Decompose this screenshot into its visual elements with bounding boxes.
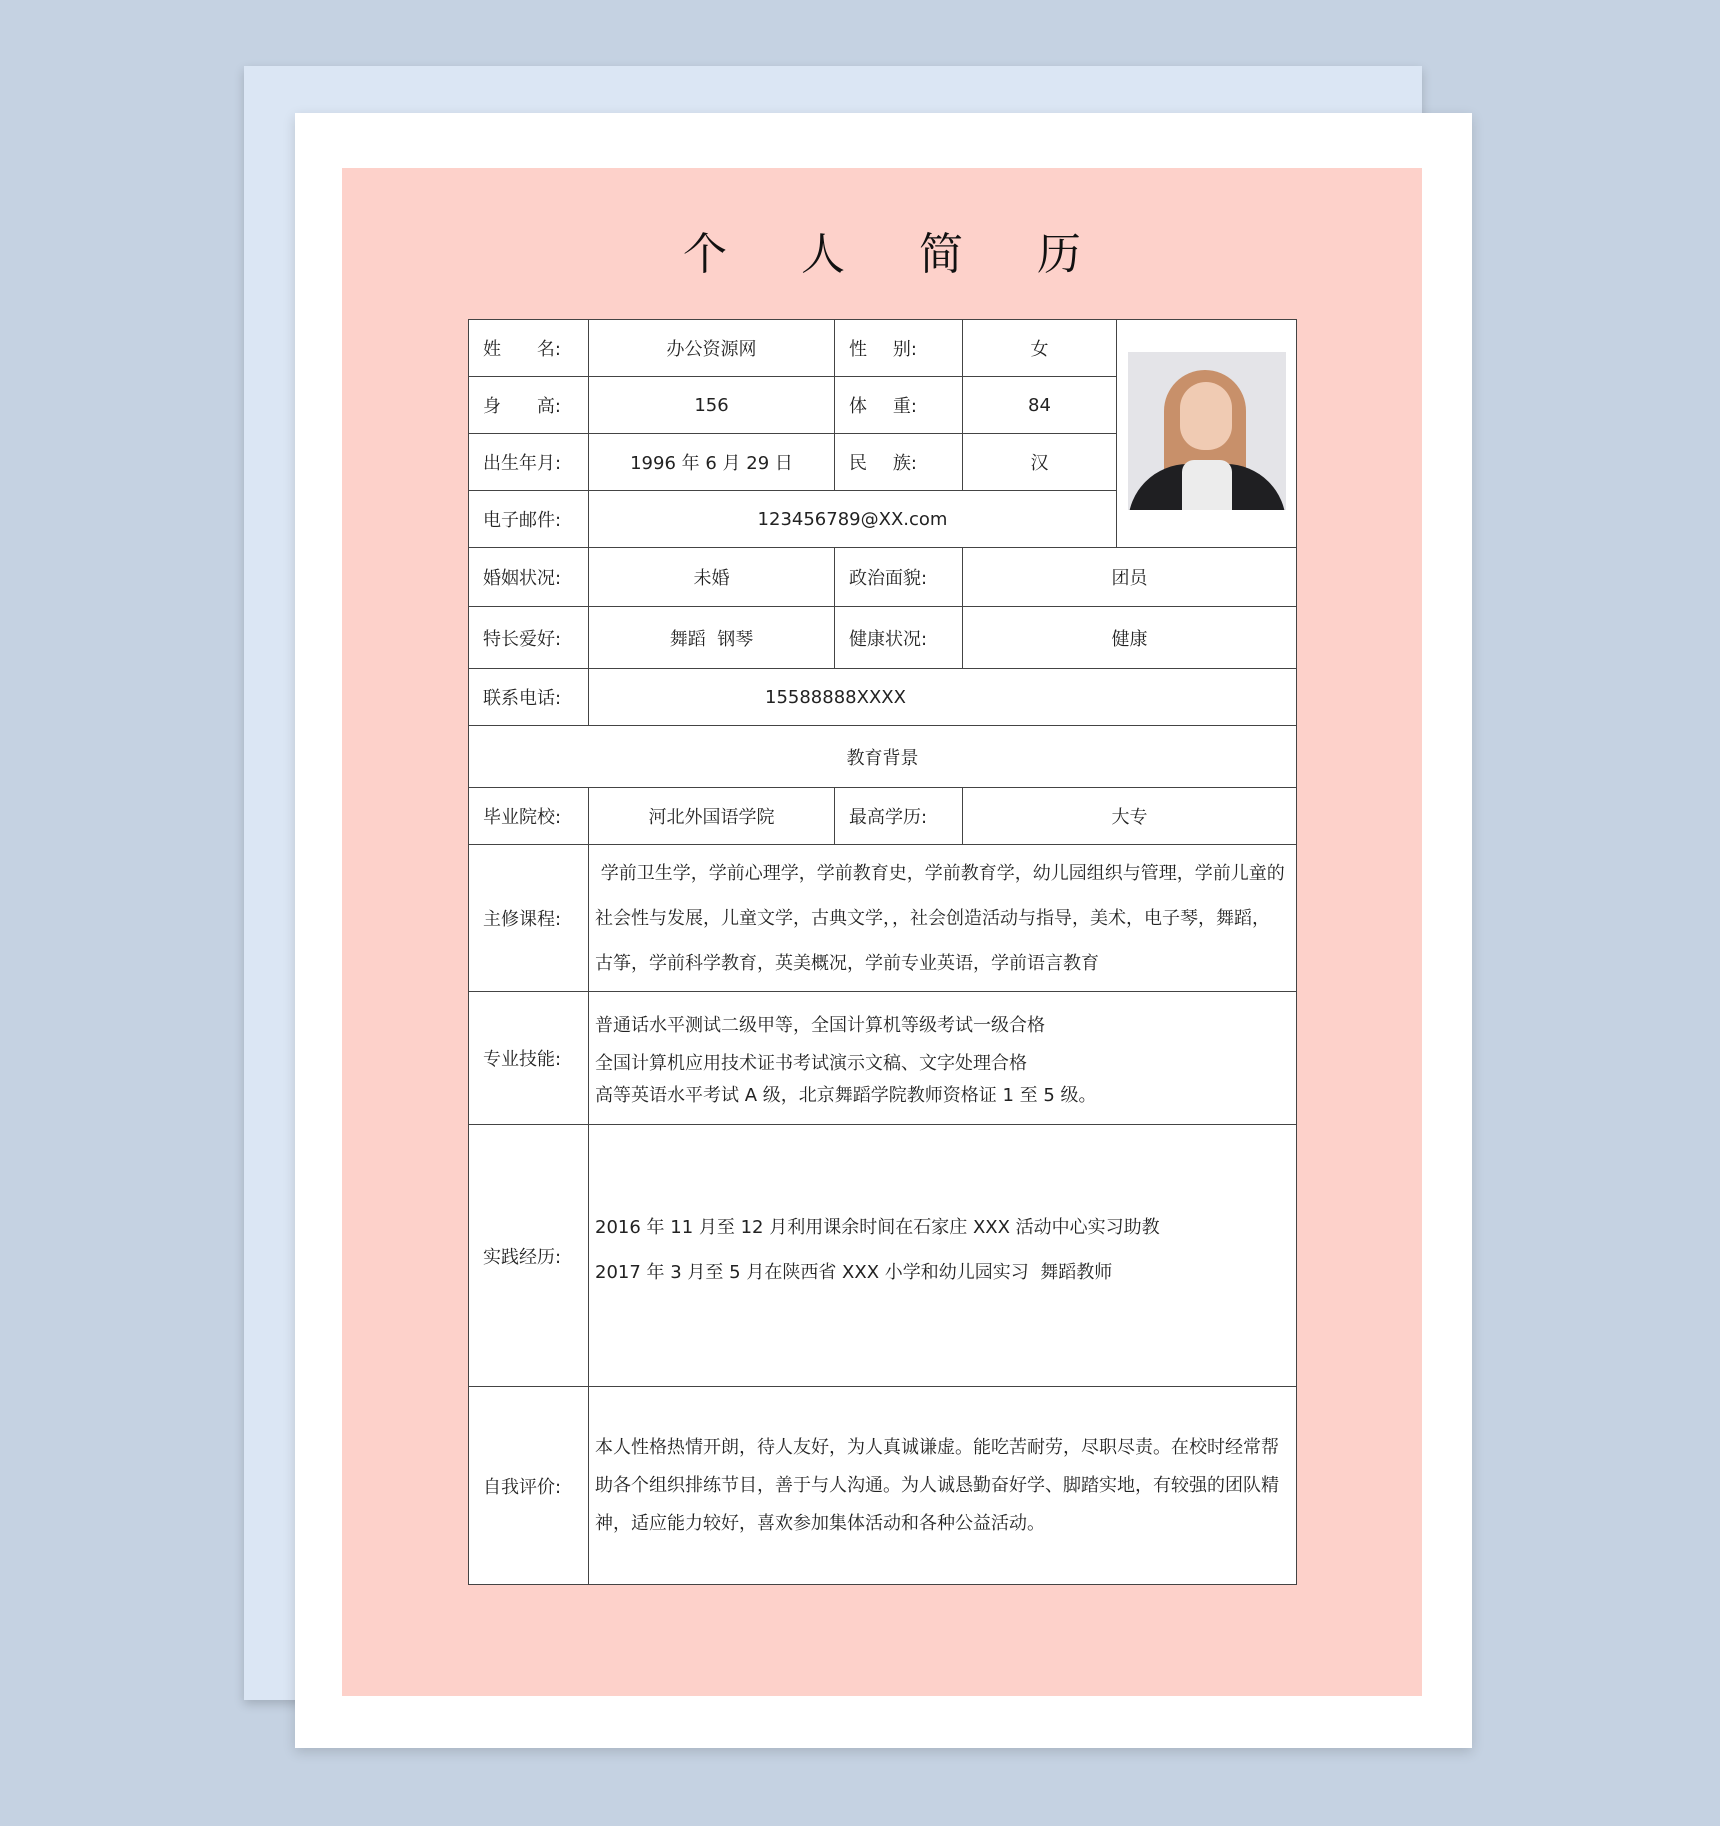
- page-title: 个 人 简 历: [683, 229, 1111, 280]
- resume-table: [468, 319, 1297, 1585]
- ethnicity-label: 民 族:: [835, 434, 963, 491]
- phone-value: 15588888XXXX: [589, 669, 1297, 726]
- health-value: 健康: [963, 607, 1297, 669]
- skills-line: 高等英语水平考试 A 级，北京舞蹈学院教师资格证 1 至 5 级。: [595, 1085, 1097, 1106]
- name-value: 办公资源网: [589, 320, 835, 377]
- degree-label: 最高学历:: [835, 788, 963, 845]
- email-value: 123456789@XX.com: [589, 491, 1117, 548]
- skills-text: [589, 992, 1297, 1125]
- profile-photo: [1128, 352, 1286, 510]
- marital-label: 婚姻状况:: [469, 548, 589, 607]
- school-label: 毕业院校:: [469, 788, 589, 845]
- row-education-heading: [469, 726, 1297, 788]
- height-value: 156: [589, 377, 835, 434]
- courses-line: 学前卫生学，学前心理学，学前教育史，学前教育学，幼儿园组织与管理，学前儿童的: [595, 862, 1285, 884]
- birth-value: 1996 年 6 月 29 日: [589, 434, 835, 491]
- skills-label: 专业技能:: [469, 992, 589, 1125]
- birth-label: 出生年月:: [469, 434, 589, 491]
- row-school-degree: [469, 788, 1297, 845]
- practice-label: 实践经历:: [469, 1125, 589, 1387]
- practice-line: 2016 年 11 月至 12 月利用课余时间在石家庄 XXX 活动中心实习助教: [595, 1217, 1160, 1238]
- education-heading: 教育背景: [469, 726, 1297, 788]
- political-value: 团员: [963, 548, 1297, 607]
- self-eval-line: 本人性格热情开朗，待人友好，为人真诚谦虚。能吃苦耐劳，尽职尽责。在校时经常帮: [595, 1436, 1279, 1458]
- skills-line: 普通话水平测试二级甲等，全国计算机等级考试一级合格: [595, 1015, 1045, 1036]
- email-label: 电子邮件:: [469, 491, 589, 548]
- hobbies-value: 舞蹈 钢琴: [589, 607, 835, 669]
- name-label: 姓 名:: [469, 320, 589, 377]
- self-eval-text: [589, 1387, 1297, 1585]
- row-practice: [469, 1125, 1297, 1387]
- photo-cell: [1117, 320, 1297, 548]
- degree-value: 大专: [963, 788, 1297, 845]
- courses-line: 社会性与发展，儿童文学，古典文学，，社会创造活动与指导，美术，电子琴，舞蹈，: [595, 907, 1270, 929]
- row-phone: [469, 669, 1297, 726]
- phone-label: 联系电话:: [469, 669, 589, 726]
- political-label: 政治面貌:: [835, 548, 963, 607]
- height-label: 身 高:: [469, 377, 589, 434]
- courses-line: 古筝，学前科学教育，英美概况，学前专业英语，学前语言教育: [595, 952, 1099, 974]
- practice-text: [589, 1125, 1297, 1387]
- weight-value: 84: [963, 377, 1117, 434]
- weight-label: 体 重:: [835, 377, 963, 434]
- skills-line: 全国计算机应用技术证书考试演示文稿、文字处理合格: [595, 1053, 1027, 1074]
- practice-line: 2017 年 3 月至 5 月在陕西省 XXX 小学和幼儿园实习 舞蹈教师: [595, 1262, 1113, 1283]
- gender-value: 女: [963, 320, 1117, 377]
- health-label: 健康状况:: [835, 607, 963, 669]
- row-self-eval: [469, 1387, 1297, 1585]
- courses-label: 主修课程:: [469, 845, 589, 992]
- gender-label: 性 别:: [835, 320, 963, 377]
- row-skills: [469, 992, 1297, 1125]
- row-marital-political: [469, 548, 1297, 607]
- courses-text: [589, 845, 1297, 992]
- row-hobbies-health: [469, 607, 1297, 669]
- row-name-gender: [469, 320, 1297, 377]
- hobbies-label: 特长爱好:: [469, 607, 589, 669]
- ethnicity-value: 汉: [963, 434, 1117, 491]
- marital-value: 未婚: [589, 548, 835, 607]
- self-eval-line: 神，适应能力较好，喜欢参加集体活动和各种公益活动。: [595, 1512, 1045, 1534]
- school-value: 河北外国语学院: [589, 788, 835, 845]
- self-eval-line: 助各个组织排练节目，善于与人沟通。为人诚恳勤奋好学、脚踏实地，有较强的团队精: [595, 1474, 1279, 1496]
- row-courses: [469, 845, 1297, 992]
- self-eval-label: 自我评价:: [469, 1387, 589, 1585]
